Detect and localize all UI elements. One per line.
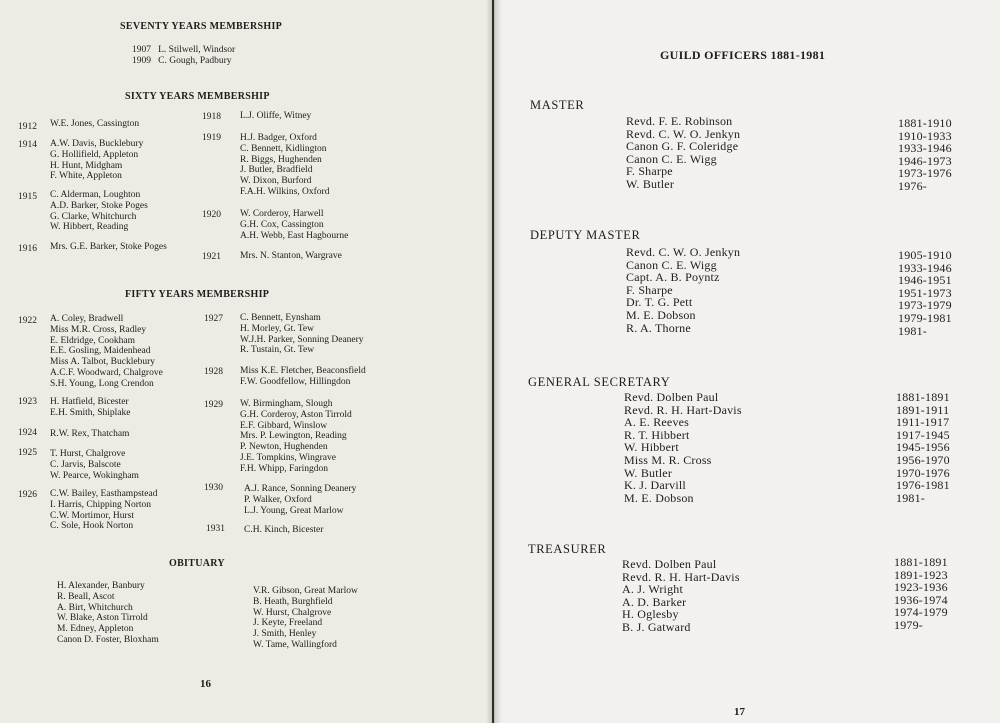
officer-years bbox=[898, 117, 952, 193]
officer-years bbox=[894, 556, 948, 632]
member-name: C. Alderman, Loughton bbox=[50, 190, 141, 200]
obituary-name: A. Birt, Whitchurch bbox=[57, 602, 133, 613]
officer-years-value: 1976- bbox=[898, 178, 927, 193]
member-name: C. Gough, Padbury bbox=[158, 55, 232, 66]
officer-years-value: 1917-1945 bbox=[896, 427, 950, 442]
year: 1912 bbox=[18, 122, 37, 132]
officer-name: K. J. Darvill bbox=[624, 478, 686, 493]
officer-name: W. Butler bbox=[624, 465, 673, 480]
obituary-name: R. Beall, Ascot bbox=[57, 591, 115, 602]
officer-name: A. D. Barker bbox=[622, 594, 687, 609]
member-name: J.E. Tompkins, Wingrave bbox=[240, 452, 336, 463]
member-name: G.H. Cox, Cassington bbox=[240, 219, 324, 230]
member-name: L.J. Young, Great Marlow bbox=[244, 505, 344, 516]
member-name: C.W. Bailey, Easthampstead bbox=[50, 489, 158, 499]
obituary-name: J. Keyte, Freeland bbox=[253, 618, 323, 629]
officer-years bbox=[896, 391, 950, 504]
obituary-name: W. Blake, Aston Tirrold bbox=[57, 613, 148, 624]
obituary-heading: OBITUARY bbox=[169, 558, 225, 569]
officer-years-value: 1974-1979 bbox=[894, 605, 948, 620]
officer-name: M. E. Dobson bbox=[626, 307, 696, 322]
member-list bbox=[50, 449, 139, 481]
officer-names bbox=[622, 558, 740, 634]
officer-name: F. Sharpe bbox=[626, 282, 673, 297]
year: 1927 bbox=[204, 314, 223, 324]
obituary-name: H. Alexander, Banbury bbox=[57, 581, 145, 591]
member-name: Mrs. G.E. Barker, Stoke Poges bbox=[50, 242, 167, 252]
member-name: Miss K.E. Fletcher, Beaconsfield bbox=[240, 366, 366, 376]
year: 1930 bbox=[204, 483, 223, 493]
officer-years-value: 1946-1973 bbox=[898, 153, 952, 168]
member-name: S.H. Young, Long Crendon bbox=[50, 378, 154, 389]
member-name: C.H. Kinch, Bicester bbox=[244, 525, 324, 535]
page-number: 17 bbox=[734, 706, 745, 718]
seventy-years-column bbox=[132, 45, 235, 67]
member-name: H. Morley, Gt. Tew bbox=[240, 323, 315, 334]
officer-names bbox=[626, 115, 740, 191]
officer-years-value: 1936-1974 bbox=[894, 592, 948, 607]
officer-names bbox=[624, 391, 742, 504]
officer-years-value: 1881-1891 bbox=[894, 555, 948, 569]
officer-name: Dr. T. G. Pett bbox=[626, 295, 693, 310]
year: 1929 bbox=[204, 400, 223, 410]
year: 1916 bbox=[18, 244, 37, 254]
member-name: A.C.F. Woodward, Chalgrove bbox=[50, 367, 163, 378]
member-name: W.J.H. Parker, Sonning Deanery bbox=[240, 334, 364, 345]
officer-name: Revd. F. E. Robinson bbox=[626, 114, 733, 128]
member-name: H.J. Badger, Oxford bbox=[240, 133, 317, 143]
member-name: C. Jarvis, Balscote bbox=[50, 459, 121, 470]
officer-years-value: 1891-1923 bbox=[894, 567, 948, 582]
officer-years-value: 1951-1973 bbox=[898, 285, 952, 300]
member-name: R. Biggs, Hughenden bbox=[240, 154, 322, 165]
member-name: W. Pearce, Wokingham bbox=[50, 470, 139, 481]
member-name: L.J. Oliffe, Witney bbox=[240, 111, 312, 121]
member-name: A.J. Rance, Sonning Deanery bbox=[244, 484, 357, 494]
officer-years-value: 1905-1910 bbox=[898, 248, 952, 262]
member-name: Mrs. P. Lewington, Reading bbox=[240, 431, 347, 442]
member-name: R. Tustain, Gt. Tew bbox=[240, 345, 315, 356]
officer-years-value: 1973-1976 bbox=[898, 166, 952, 181]
year: 1909 bbox=[132, 55, 151, 66]
year: 1921 bbox=[202, 252, 221, 262]
member-list bbox=[240, 251, 342, 262]
year: 1923 bbox=[18, 397, 37, 407]
officer-name: A. E. Reeves bbox=[624, 415, 690, 430]
member-name: H. Hunt, Midgham bbox=[50, 160, 123, 171]
member-name: G. Clarke, Whitchurch bbox=[50, 211, 137, 222]
officer-years-value: 1933-1946 bbox=[898, 260, 952, 275]
member-name: H. Hatfield, Bicester bbox=[50, 397, 129, 407]
officer-name: Revd. R. H. Hart-Davis bbox=[622, 569, 740, 584]
page-title: GUILD OFFICERS 1881-1981 bbox=[660, 48, 826, 62]
officer-name: Canon C. E. Wigg bbox=[626, 151, 717, 166]
officer-name: A. J. Wright bbox=[622, 582, 684, 597]
member-list bbox=[50, 242, 167, 253]
obituary-name: V.R. Gibson, Great Marlow bbox=[253, 586, 358, 596]
obituary-name: W. Tame, Wallingford bbox=[253, 639, 337, 650]
obituary-name: Canon D. Foster, Bloxham bbox=[57, 634, 159, 645]
member-name: T. Hurst, Chalgrove bbox=[50, 449, 126, 459]
member-name: C. Bennett, Kidlington bbox=[240, 143, 327, 154]
member-name: Miss A. Talbot, Bucklebury bbox=[50, 357, 155, 368]
member-name: Mrs. N. Stanton, Wargrave bbox=[240, 251, 342, 261]
member-name: J. Butler, Bradfield bbox=[240, 165, 313, 176]
member-list bbox=[240, 313, 364, 356]
officer-name: Capt. A. B. Poyntz bbox=[626, 270, 720, 285]
officer-name: W. Hibbert bbox=[624, 440, 679, 455]
seventy-row bbox=[132, 56, 235, 67]
page-number: 16 bbox=[200, 678, 211, 690]
member-name: C. Sole, Hook Norton bbox=[50, 521, 134, 532]
year: 1919 bbox=[202, 133, 221, 143]
member-name: P. Newton, Hughenden bbox=[240, 442, 328, 453]
officer-years-value: 1981- bbox=[896, 490, 925, 505]
officer-names bbox=[626, 246, 740, 334]
officer-name: Revd. R. H. Hart-Davis bbox=[624, 402, 742, 417]
member-name: W. Hibbert, Reading bbox=[50, 222, 129, 233]
year: 1920 bbox=[202, 210, 221, 220]
officer-years-value: 1956-1970 bbox=[896, 452, 950, 467]
officer-name: Revd. Dolben Paul bbox=[624, 390, 719, 404]
obituary-column-2 bbox=[253, 586, 358, 651]
obituary-name: W. Hurst, Chalgrove bbox=[253, 607, 332, 618]
year: 1931 bbox=[206, 524, 225, 534]
obituary-column-1 bbox=[57, 581, 159, 646]
member-name: F.A.H. Wilkins, Oxford bbox=[240, 186, 330, 197]
member-list bbox=[244, 484, 356, 516]
member-name: I. Harris, Chipping Norton bbox=[50, 499, 152, 510]
officer-years-value: 1923-1936 bbox=[894, 580, 948, 595]
member-name: C.W. Mortimor, Hurst bbox=[50, 510, 134, 521]
seventy-row bbox=[132, 45, 235, 56]
member-name: A.W. Davis, Bucklebury bbox=[50, 139, 144, 149]
member-list bbox=[50, 429, 129, 440]
obituary-name: J. Smith, Henley bbox=[253, 629, 317, 640]
officer-name: Revd. Dolben Paul bbox=[622, 557, 717, 571]
member-name: E.E. Gosling, Maidenhead bbox=[50, 346, 151, 357]
obituary-name: M. Edney, Appleton bbox=[57, 624, 134, 635]
officer-years-value: 1910-1933 bbox=[898, 128, 952, 143]
member-name: E.H. Smith, Shiplake bbox=[50, 407, 131, 418]
member-list bbox=[240, 399, 352, 475]
sixty-years-heading: SIXTY YEARS MEMBERSHIP bbox=[125, 91, 270, 102]
member-list bbox=[240, 111, 311, 122]
year: 1915 bbox=[18, 192, 37, 202]
member-list bbox=[50, 489, 157, 532]
officer-years bbox=[898, 249, 952, 337]
officer-years-value: 1970-1976 bbox=[896, 465, 950, 480]
officer-name: F. Sharpe bbox=[626, 164, 673, 179]
member-name: C. Bennett, Eynsham bbox=[240, 313, 321, 323]
member-name: F.H. Whipp, Faringdon bbox=[240, 463, 328, 474]
officer-name: B. J. Gatward bbox=[622, 619, 691, 634]
officer-years-value: 1891-1911 bbox=[896, 402, 950, 417]
section-heading-general-secretary: GENERAL SECRETARY bbox=[528, 375, 671, 389]
officer-name: Revd. C. W. O. Jenkyn bbox=[626, 126, 741, 141]
section-heading-deputy-master: DEPUTY MASTER bbox=[530, 228, 641, 242]
seventy-years-heading: SEVENTY YEARS MEMBERSHIP bbox=[120, 21, 283, 32]
year: 1925 bbox=[18, 448, 37, 458]
member-name: G. Hollifield, Appleton bbox=[50, 149, 139, 160]
member-name: W. Dixon, Burford bbox=[240, 176, 312, 187]
member-name: E.F. Gibbard, Winslow bbox=[240, 420, 328, 431]
year: 1928 bbox=[204, 367, 223, 377]
member-name: W. Birmingham, Slough bbox=[240, 399, 333, 409]
officer-name: R. A. Thorne bbox=[626, 320, 691, 335]
member-list bbox=[50, 190, 148, 233]
officer-years-value: 1946-1951 bbox=[898, 273, 952, 288]
officer-years-value: 1933-1946 bbox=[898, 141, 952, 156]
officer-name: Canon G. F. Coleridge bbox=[626, 139, 739, 154]
member-name: Miss M.R. Cross, Radley bbox=[50, 324, 147, 335]
year: 1926 bbox=[18, 490, 37, 500]
member-list bbox=[50, 397, 131, 419]
member-name: A.D. Barker, Stoke Poges bbox=[50, 200, 148, 211]
year: 1907 bbox=[132, 45, 151, 55]
officer-years-value: 1981- bbox=[898, 323, 927, 338]
member-list bbox=[50, 139, 143, 182]
section-heading-master: MASTER bbox=[530, 98, 585, 112]
year: 1924 bbox=[18, 428, 37, 438]
member-name: E. Eldridge, Cookham bbox=[50, 335, 135, 346]
obituary-name: B. Heath, Burghfield bbox=[253, 596, 333, 607]
member-name: A. Coley, Bradwell bbox=[50, 314, 124, 324]
member-name: G.H. Corderoy, Aston Tirrold bbox=[240, 409, 352, 420]
member-name: A.H. Webb, East Hagbourne bbox=[240, 230, 349, 241]
member-list bbox=[240, 133, 329, 198]
member-list bbox=[240, 209, 348, 241]
member-name: L. Stilwell, Windsor bbox=[158, 45, 236, 55]
member-name: F.W. Goodfellow, Hillingdon bbox=[240, 376, 351, 387]
officer-years-value: 1881-1910 bbox=[898, 116, 952, 130]
officer-years-value: 1973-1979 bbox=[898, 298, 952, 313]
member-list bbox=[50, 119, 139, 130]
year: 1922 bbox=[18, 316, 37, 326]
member-name: P. Walker, Oxford bbox=[244, 494, 312, 505]
member-name: W. Corderoy, Harwell bbox=[240, 209, 324, 219]
officer-name: M. E. Dobson bbox=[624, 490, 694, 505]
right-page bbox=[494, 0, 1000, 723]
left-page bbox=[0, 0, 492, 723]
fifty-years-heading: FIFTY YEARS MEMBERSHIP bbox=[125, 289, 270, 300]
officer-name: R. T. Hibbert bbox=[624, 427, 690, 442]
officer-name: Revd. C. W. O. Jenkyn bbox=[626, 245, 741, 259]
officer-years-value: 1911-1917 bbox=[896, 415, 950, 430]
member-name: W.E. Jones, Cassington bbox=[50, 119, 140, 129]
year: 1914 bbox=[18, 140, 37, 150]
section-heading-treasurer: TREASURER bbox=[528, 542, 607, 556]
member-list bbox=[240, 366, 366, 388]
year: 1918 bbox=[202, 112, 221, 122]
officer-years-value: 1976-1981 bbox=[896, 478, 950, 493]
officer-name: Miss M. R. Cross bbox=[624, 452, 712, 467]
officer-name: W. Butler bbox=[626, 176, 675, 191]
member-list bbox=[244, 525, 323, 536]
officer-years-value: 1979-1981 bbox=[898, 310, 952, 325]
member-name: R.W. Rex, Thatcham bbox=[50, 429, 130, 439]
officer-name: Canon C. E. Wigg bbox=[626, 257, 717, 272]
book-gutter bbox=[486, 0, 502, 723]
officer-name: H. Oglesby bbox=[622, 607, 679, 622]
officer-years-value: 1979- bbox=[894, 617, 923, 632]
officer-years-value: 1881-1891 bbox=[896, 390, 950, 404]
member-list bbox=[50, 314, 163, 390]
member-name: F. White, Appleton bbox=[50, 171, 122, 182]
officer-years-value: 1945-1956 bbox=[896, 440, 950, 455]
